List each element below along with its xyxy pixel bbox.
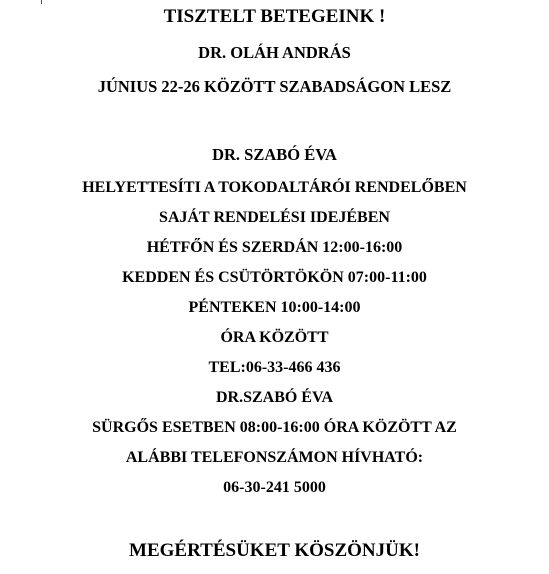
closing-thanks: MEGÉRTÉSÜKET KÖSZÖNJÜK! <box>129 540 420 561</box>
body-line: PÉNTEKEN 10:00-14:00 <box>188 299 361 316</box>
body-line: HELYETTESÍTI A TOKODALTÁRÓI RENDELŐBEN <box>82 179 467 196</box>
doctor-away-name: DR. OLÁH ANDRÁS <box>198 43 351 62</box>
phone-line: 06-30-241 5000 <box>223 479 326 496</box>
body-line: HÉTFŐN ÉS SZERDÁN 12:00-16:00 <box>146 239 403 256</box>
body-line: SAJÁT RENDELÉSI IDEJÉBEN <box>159 209 390 226</box>
body-line: ÓRA KÖZÖTT <box>220 329 329 346</box>
notice-title: TISZTELT BETEGEINK ! <box>163 6 386 27</box>
body-line: ALÁBBI TELEFONSZÁMON HÍVHATÓ: <box>125 449 424 466</box>
body-line: DR.SZABÓ ÉVA <box>215 389 334 406</box>
vacation-notice: JÚNIUS 22-26 KÖZÖTT SZABADSÁGON LESZ <box>97 77 452 96</box>
phone-line: TEL:06-33-466 436 <box>208 359 341 376</box>
substitute-doctor-name: DR. SZABÓ ÉVA <box>212 145 337 164</box>
body-line: KEDDEN ÉS CSÜTÖRTÖKÖN 07:00-11:00 <box>122 269 427 286</box>
page-corner-mark <box>41 0 42 4</box>
body-line: SÜRGŐS ESETBEN 08:00-16:00 ÓRA KÖZÖTT AZ <box>92 419 457 436</box>
